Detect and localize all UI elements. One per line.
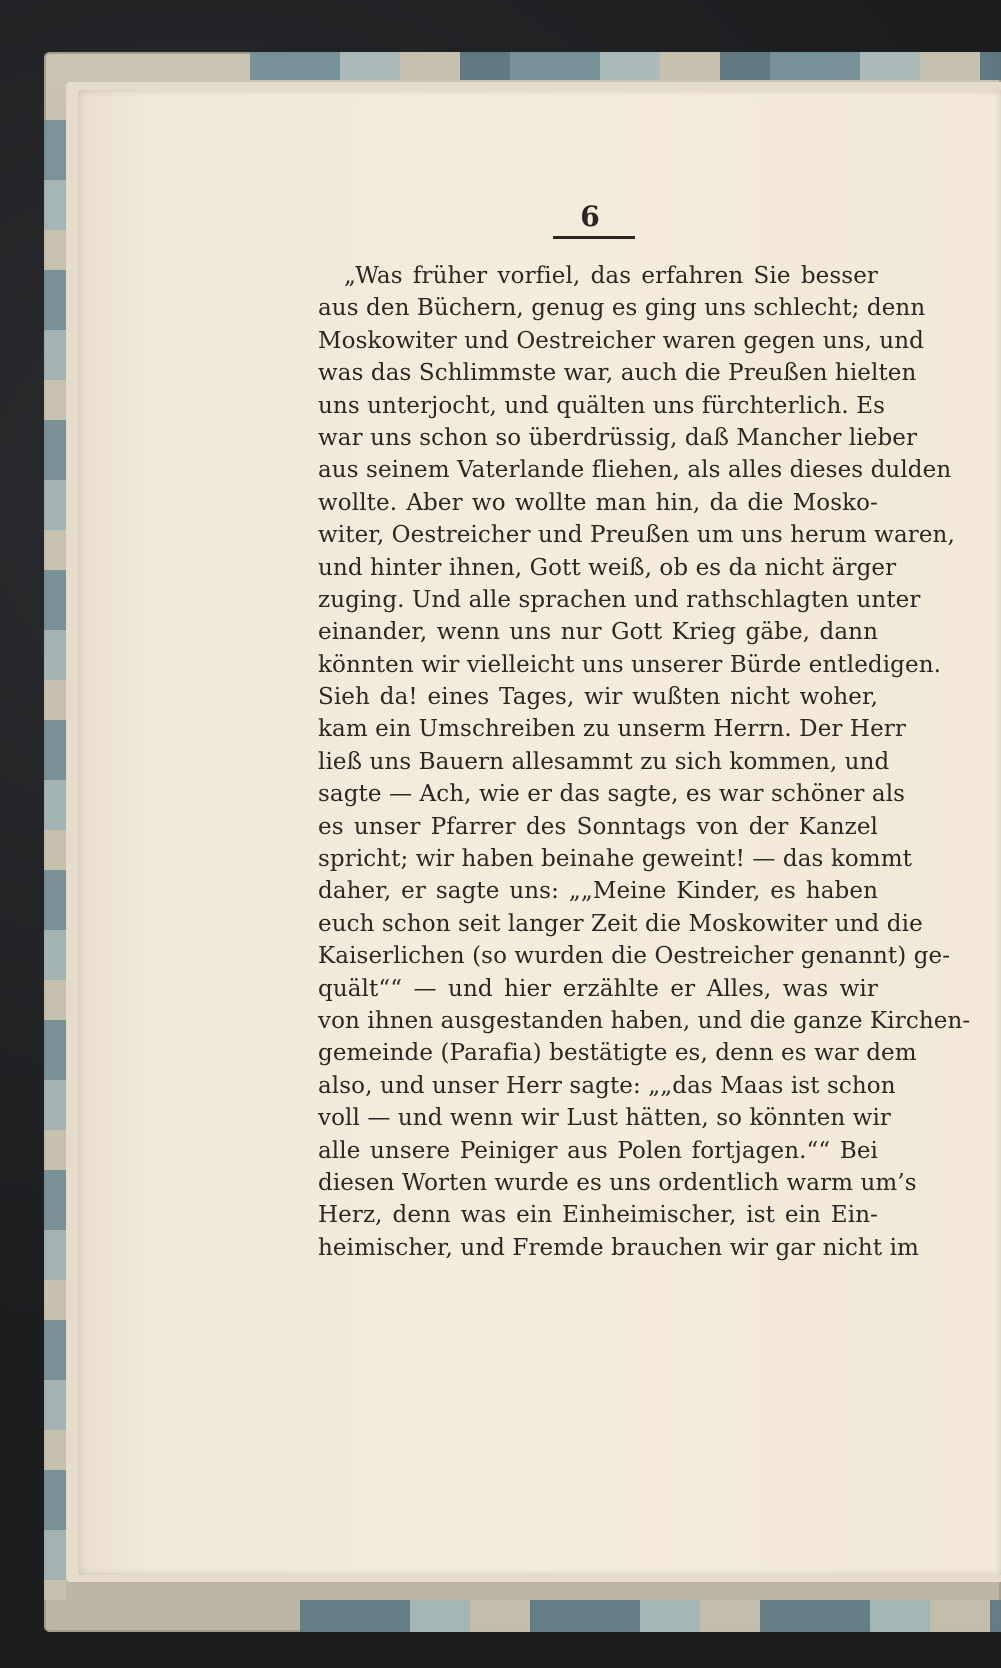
text-line: sagte — Ach, wie er das sagte, es war schöner als: [318, 781, 906, 808]
marbled-cover-edge-bottom: [300, 1600, 1001, 1632]
text-line: heimischer, und Fremde brauchen wir gar nicht im: [318, 1234, 919, 1261]
text-line: Kaiserlichen (so wurden die Oestreicher genannt) ge-: [318, 943, 951, 970]
text-line: also, und unser Herr sagte: „„das Maas ist schon: [318, 1072, 896, 1099]
text-line: euch schon seit langer Zeit die Moskowiter und die: [318, 910, 923, 937]
text-line: witer, Oestreicher und Preußen um uns herum waren,: [318, 522, 955, 549]
text-line: Moskowiter und Oestreicher waren gegen uns, und: [318, 327, 924, 354]
text-line: voll — und wenn wir Lust hätten, so könnten wir: [318, 1105, 892, 1132]
text-line: aus seinem Vaterlande fliehen, als alles dieses dulden: [318, 457, 952, 484]
page-number-rule: [553, 236, 635, 239]
text-line: ließ uns Bauern allesammt zu sich kommen, und: [318, 748, 890, 775]
text-line: war uns schon so überdrüssig, daß Mancher lieber: [318, 424, 918, 451]
text-line: quält““ — und hier erzählte er Alles, was wir: [318, 975, 878, 1002]
text-line: gemeinde (Parafia) bestätigte es, denn es war dem: [318, 1040, 917, 1067]
page-number: 6: [580, 200, 600, 233]
text-line: von ihnen ausgestanden haben, und die ganze Kirchen-: [318, 1007, 971, 1034]
marbled-cover-edge-top: [250, 52, 1001, 80]
text-line: daher, er sagte uns: „„Meine Kinder, es haben: [318, 878, 878, 905]
text-line: zuging. Und alle sprachen und rathschlagten unter: [318, 586, 921, 613]
text-line: spricht; wir haben beinahe geweint! — das kommt: [318, 846, 912, 873]
text-line: alle unsere Peiniger aus Polen fortjagen.““ Bei: [318, 1137, 878, 1164]
text-line: einander, wenn uns nur Gott Krieg gäbe, dann: [318, 619, 878, 646]
text-line: Herz, denn was ein Einheimischer, ist ein Ein-: [318, 1202, 878, 1229]
text-line: es unser Pfarrer des Sonntags von der Kanzel: [318, 813, 878, 840]
text-line: aus den Büchern, genug es ging uns schlecht; denn: [318, 295, 926, 322]
text-line: diesen Worten wurde es uns ordentlich warm um’s: [318, 1169, 917, 1196]
text-line: uns unterjocht, und quälten uns fürchterlich. Es: [318, 392, 886, 419]
text-line: und hinter ihnen, Gott weiß, ob es da nicht ärger: [318, 554, 897, 581]
text-line: könnten wir vielleicht uns unserer Bürde entledigen.: [318, 651, 942, 678]
marbled-cover-edge-left: [44, 120, 66, 1600]
text-line: Sieh da! eines Tages, wir wußten nicht woher,: [318, 684, 878, 711]
body-text: [318, 260, 971, 1264]
text-line: „Was früher vorfiel, das erfahren Sie besser: [344, 263, 878, 289]
text-line: kam ein Umschreiben zu unserm Herrn. Der Herr: [318, 716, 906, 743]
text-line: wollte. Aber wo wollte man hin, da die Mosko-: [318, 489, 878, 516]
text-line: was das Schlimmste war, auch die Preußen hielten: [318, 360, 917, 387]
